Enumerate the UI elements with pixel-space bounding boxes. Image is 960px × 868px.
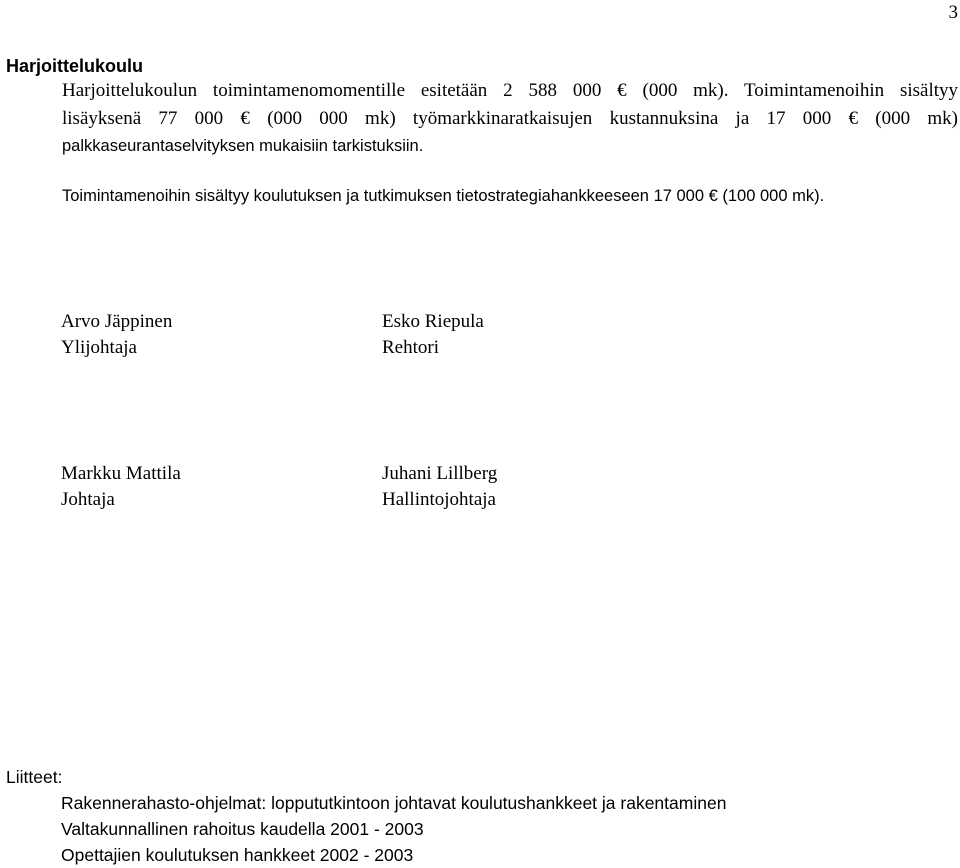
paragraph-1-line-3: palkkaseurantaselvityksen mukaisiin tarkistuksiin. [62,137,424,155]
signature-name-lillberg: Juhani Lillberg [382,463,498,484]
signature-title-jappinen: Ylijohtaja [61,337,137,358]
attachment-item-3: Opettajien koulutuksen hankkeet 2002 - 2003 [61,845,414,865]
attachment-item-1: Rakennerahasto-ohjelmat: loppututkintoon johtavat koulutushankkeet ja rakentaminen [61,793,727,813]
signature-name-riepula: Esko Riepula [382,311,484,332]
signature-title-riepula: Rehtori [382,337,439,358]
attachment-item-2: Valtakunnallinen rahoitus kaudella 2001 - 2003 [61,819,424,839]
paragraph-1-line-2: lisäyksenä 77 000 € (000 000 mk) työmarkkinaratkaisujen kustannuksina ja 17 000 € (000 mk) [62,108,958,129]
signature-title-mattila: Johtaja [61,489,115,510]
signature-name-jappinen: Arvo Jäppinen [61,311,173,332]
paragraph-2: Toimintamenoihin sisältyy koulutuksen ja tutkimuksen tietostrategiahankkeeseen 17 000 € (100 000 mk). [62,187,825,205]
section-heading: Harjoittelukoulu [6,56,144,76]
signature-title-lillberg: Hallintojohtaja [382,489,496,510]
signature-name-mattila: Markku Mattila [61,463,181,484]
page-number: 3 [948,2,958,23]
attachments-label: Liitteet: [6,767,63,787]
paragraph-1-line-1: Harjoittelukoulun toimintamenomomentille esitetään 2 588 000 € (000 mk). Toimintamenoihin sisältyy [62,80,958,101]
